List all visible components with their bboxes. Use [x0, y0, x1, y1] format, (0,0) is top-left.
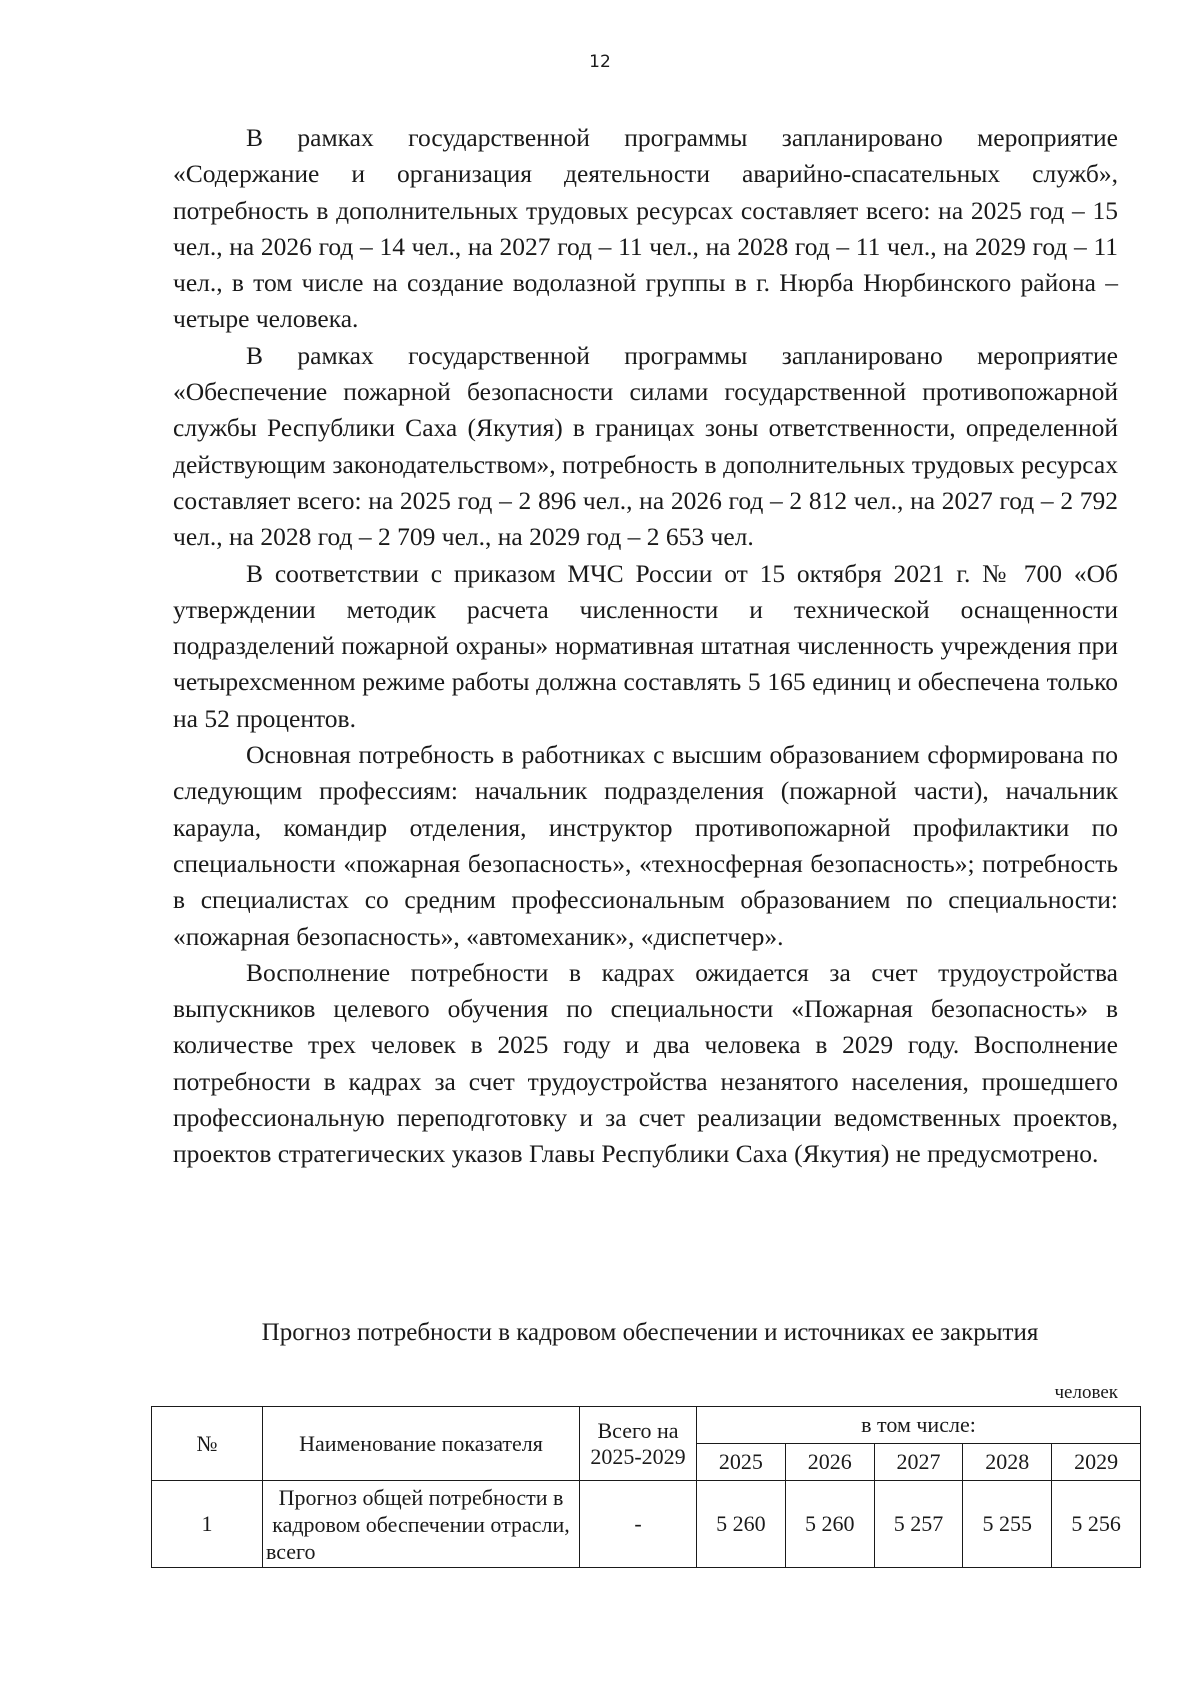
table-header-row [152, 1407, 1141, 1444]
row-number: 1 [152, 1481, 263, 1568]
body-text [173, 120, 1118, 1173]
paragraph-fire-safety: В рамках государственной программы запланировано мероприятие «Обеспечение пожарной безопасности силами государственной противопожарной службы Республики Саха (Якутия) в границах зоны ответственности, определенной действующим законодательством», потребность в дополнительных трудовых ресурсах составляет всего: на 2025 год – 2 896 чел., на 2026 год – 2 812 чел., на 2027 год – 2 792 чел., на 2028 год – 2 709 чел., на 2029 год – 2 653 чел. [173, 340, 1118, 552]
row-value-2026: 5 260 [785, 1481, 874, 1568]
page-number: 12 [589, 52, 611, 72]
table-caption: Прогноз потребности в кадровом обеспечении и источниках ее закрытия [261, 1319, 1039, 1346]
paragraph-mchs-order: В соответствии с приказом МЧС России от 15 октября 2021 г. № 700 «Об утверждении методик расчета численности и технической оснащенности подразделений пожарной охраны» нормативная штатная численность учреждения при четырехсменном режиме работы должна составлять 5 165 единиц и обеспечена только на 52 процентов. [173, 558, 1118, 733]
paragraph-rescue-services: В рамках государственной программы запланировано мероприятие «Содержание и организация деятельности аварийно-спасательных служб», потребность в дополнительных трудовых ресурсах составляет всего: на 2025 год – 15 чел., на 2026 год – 14 чел., на 2027 год – 11 чел., на 2028 год – 11 чел., на 2029 год – 11 чел., в том числе на создание водолазной группы в г. Нюрба Нюрбинского района – четыре человека. [173, 123, 1118, 334]
header-total: Всего на 2025-2029 [580, 1407, 697, 1481]
header-number: № [152, 1407, 263, 1481]
header-including: в том числе: [697, 1407, 1141, 1444]
paragraph-professions: Основная потребность в работниках с высшим образованием сформирована по следующим профессиям: начальник подразделения (пожарной части), начальник караула, командир отделения, инструктор противопожарной профилактики по специальности «пожарная безопасность», «техносферная безопасность»; потребность в специалистах со средним профессиональным образованием по специальности: «пожарная безопасность», «автомеханик», «диспетчер». [173, 740, 1118, 951]
header-year-2026: 2026 [785, 1444, 874, 1481]
row-total: - [580, 1481, 697, 1568]
row-value-2029: 5 256 [1052, 1481, 1141, 1568]
paragraph-staff-replenishment: Восполнение потребности в кадрах ожидается за счет трудоустройства выпускников целевого обучения по специальности «Пожарная безопасность» в количестве трех человек в 2025 году и два человека в 2029 году. Восполнение потребности в кадрах за счет трудоустройства незанятого населения, прошедшего профессиональную переподготовку и за счет реализации ведомственных проектов, проектов стратегических указов Главы Республики Саха (Якутия) не предусмотрено. [173, 957, 1118, 1169]
table-row [152, 1481, 1141, 1568]
header-year-2028: 2028 [963, 1444, 1052, 1481]
header-year-2029: 2029 [1052, 1444, 1141, 1481]
header-year-2025: 2025 [697, 1444, 786, 1481]
header-indicator-name: Наименование показателя [263, 1407, 580, 1481]
unit-label: человек [1054, 1382, 1118, 1403]
header-year-2027: 2027 [874, 1444, 963, 1481]
row-indicator-name: Прогноз общей потребности в кадровом обеспечении отрасли, всего [263, 1481, 580, 1568]
row-value-2028: 5 255 [963, 1481, 1052, 1568]
staffing-forecast-table [151, 1406, 1141, 1568]
row-value-2025: 5 260 [697, 1481, 786, 1568]
row-value-2027: 5 257 [874, 1481, 963, 1568]
